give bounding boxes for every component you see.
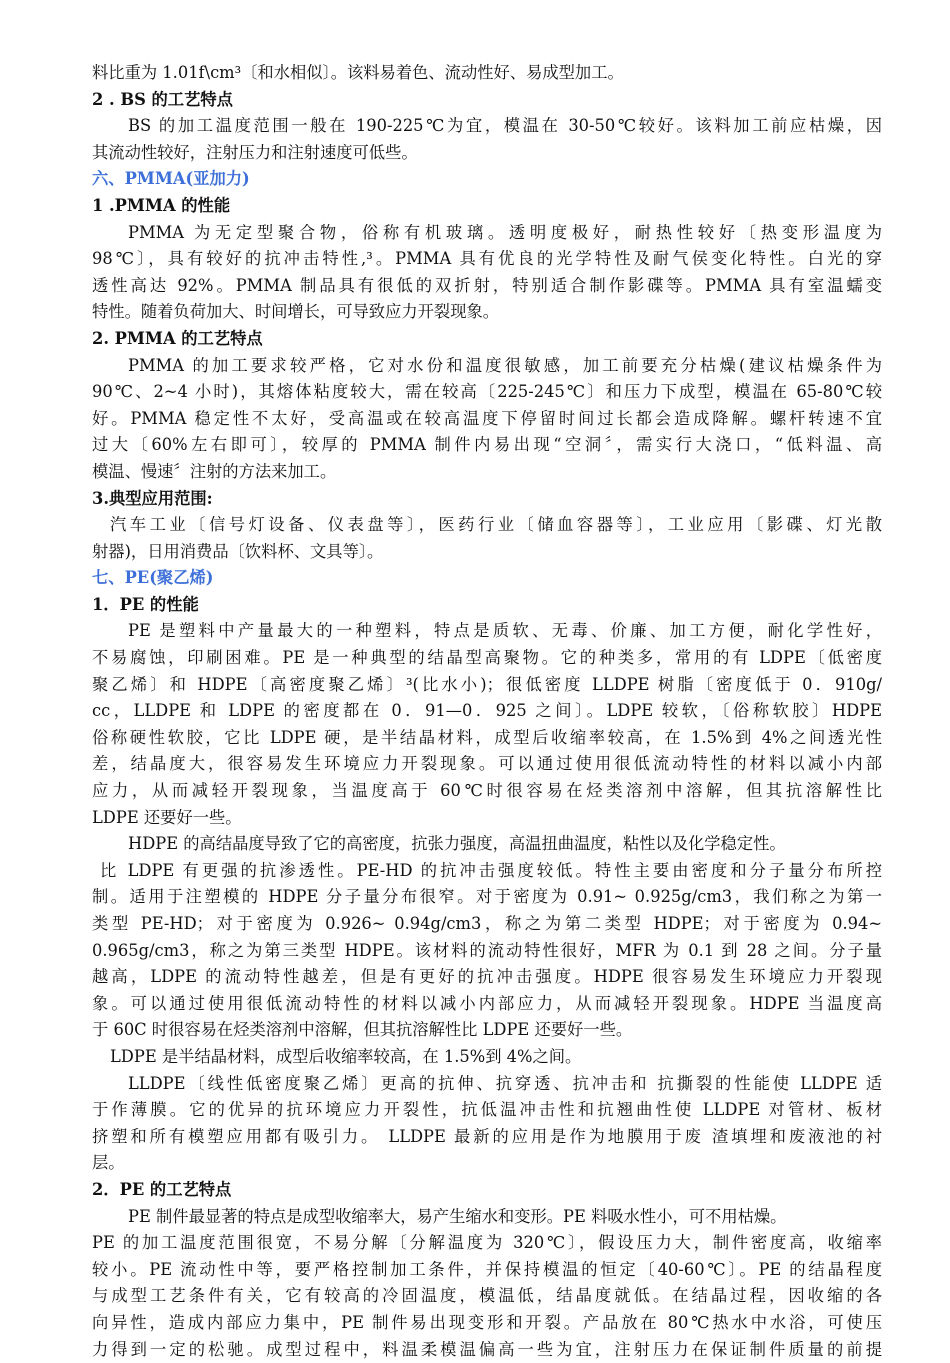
document-page (92, 60, 882, 1363)
body-text-line: 差，结晶度大，很容易发生环境应力开裂现象。可以通过使用很低流动特性的材料以减小内部 (92, 751, 882, 778)
section-heading: 七、PE(聚乙烯) (92, 565, 882, 592)
body-text-line: 好。PMMA 稳定性不太好，受高温或在较高温度下停留时间过长都会造成降解。螺杆转速不宜 (92, 406, 882, 433)
body-text-line: 越高，LDPE 的流动特性越差，但是有更好的抗冲击强度。HDPE 很容易发生环境应力开裂现 (92, 964, 882, 991)
body-text-line: PMMA 的加工要求较严格，它对水份和温度很敏感，加工前要充分枯燥(建议枯燥条件为 (92, 353, 882, 380)
subsection-heading: 2 . BS 的工艺特点 (92, 87, 882, 114)
body-text-line: 特性。随着负荷加大、时间增长，可导致应力开裂现象。 (92, 299, 882, 326)
body-text-line: HDPE 的高结晶度导致了它的高密度，抗张力强度，高温扭曲温度，粘性以及化学稳定性。 (92, 831, 882, 858)
body-text-line: 于 60C 时很容易在烃类溶剂中溶解，但其抗溶解性比 LDPE 还要好一些。 (92, 1017, 882, 1044)
body-text-line: 0.965g/cm3，称之为第三类型 HDPE。该材料的流动特性很好，MFR 为 0.1 到 28 之间。分子量 (92, 938, 882, 965)
body-text-line: 模温、慢速〞注射的方法来加工。 (92, 459, 882, 486)
body-text-line: PMMA 为无定型聚合物，俗称有机玻璃。透明度极好，耐热性较好〔热变形温度为 (92, 220, 882, 247)
body-text-line: 射器)，日用消费品〔饮料杯、文具等〕。 (92, 539, 882, 566)
subsection-heading: 2．PE 的工艺特点 (92, 1177, 882, 1204)
body-text-line: PE 制件最显著的特点是成型收缩率大，易产生缩水和变形。PE 料吸水性小，可不用枯燥。 (92, 1204, 882, 1231)
body-text-line: PE 是塑料中产量最大的一种塑料，特点是质软、无毒、价廉、加工方便，耐化学性好， (92, 618, 882, 645)
body-text-line: 应力，从而减轻开裂现象，当温度高于 60℃时很容易在烃类溶剂中溶解，但其抗溶解性比 (92, 778, 882, 805)
body-text-line: 98℃〕，具有较好的抗冲击特性,³。PMMA 具有优良的光学特性及耐气侯变化特性。白光的穿 (92, 246, 882, 273)
body-text-line: cc，LLDPE 和 LDPE 的密度都在 0．91—0．925 之间〕。LDPE 较软，〔俗称软胶〕HDPE (92, 698, 882, 725)
body-text-line: 与成型工艺条件有关，它有较高的冷固温度，模温低，结晶度就低。在结晶过程，因收缩的各 (92, 1283, 882, 1310)
body-text-line: 象。可以通过使用很低流动特性的材料以减小内部应力，从而减轻开裂现象。HDPE 当温度高 (92, 991, 882, 1018)
body-text-line: 过大〔60%左右即可〕，较厚的 PMMA 制件内易出现“空洞〞，需实行大浇口，“低料温、高 (92, 432, 882, 459)
body-text-line: LLDPE〔线性低密度聚乙烯〕更高的抗伸、抗穿透、抗冲击和 抗撕裂的性能使 LLDPE 适 (92, 1071, 882, 1098)
body-text-line: LDPE 是半结晶材料，成型后收缩率较高，在 1.5%到 4%之间。 (92, 1044, 882, 1071)
subsection-heading: 2. PMMA 的工艺特点 (92, 326, 882, 353)
body-text-line: 比 LDPE 有更强的抗渗透性。PE-HD 的抗冲击强度较低。特性主要由密度和分子量分布所控 (92, 858, 882, 885)
body-text-line: 90℃、2~4 小时)，其熔体粘度较大，需在较高〔225-245℃〕和压力下成型，模温在 65-80℃较 (92, 379, 882, 406)
body-text-line: 汽车工业〔信号灯设备、仪表盘等〕，医药行业〔储血容器等〕，工业应用〔影碟、灯光散 (92, 512, 882, 539)
body-text-line: LDPE 还要好一些。 (92, 805, 882, 832)
body-text-line: 类型 PE-HD；对于密度为 0.926~ 0.94g/cm3，称之为第二类型 HDPE；对于密度为 0.94~ (92, 911, 882, 938)
subsection-heading: 3.典型应用范围: (92, 486, 882, 513)
body-text-line: 制。适用于注塑模的 HDPE 分子量分布很窄。对于密度为 0.91~ 0.925g/cm3，我们称之为第一 (92, 884, 882, 911)
body-text-line: 聚乙烯〕和 HDPE〔高密度聚乙烯〕³(比水小)；很低密度 LLDPE 树脂〔密度低于 0．910g/ (92, 672, 882, 699)
body-text-line: 透性高达 92%。PMMA 制品具有很低的双折射，特别适合制作影碟等。PMMA 具有室温蠕变 (92, 273, 882, 300)
body-text-line: 俗称硬性软胶，它比 LDPE 硬，是半结晶材料，成型后收缩率较高，在 1.5%到 4%之间透光性 (92, 725, 882, 752)
body-text-line: PE 的加工温度范围很宽，不易分解〔分解温度为 320℃〕，假设压力大，制件密度高，收缩率 (92, 1230, 882, 1257)
body-text-line: BS 的加工温度范围一般在 190-225℃为宜，模温在 30-50℃较好。该料加工前应枯燥，因 (92, 113, 882, 140)
body-text-line: 料比重为 1.01f\cm³〔和水相似〕。该料易着色、流动性好、易成型加工。 (92, 60, 882, 87)
subsection-heading: 1．PE 的性能 (92, 592, 882, 619)
body-text-line: 于作薄膜。它的优异的抗环境应力开裂性，抗低温冲击性和抗翘曲性使 LLDPE 对管材、板材 (92, 1097, 882, 1124)
subsection-heading: 1 .PMMA 的性能 (92, 193, 882, 220)
body-text-line: 较小。PE 流动性中等，要严格控制加工条件，并保持模温的恒定〔40-60℃〕。PE 的结晶程度 (92, 1257, 882, 1284)
body-text-line: 挤塑和所有模塑应用都有吸引力。 LLDPE 最新的应用是作为地膜用于废 渣填埋和废液池的衬 (92, 1124, 882, 1151)
body-text-line: 其流动性较好，注射压力和注射速度可低些。 (92, 140, 882, 167)
body-text-line: 不易腐蚀，印刷困难。PE 是一种典型的结晶型高聚物。它的种类多，常用的有 LDPE〔低密度 (92, 645, 882, 672)
body-text-line: 力得到一定的松驰。成型过程中，料温柔模温偏高一些为宜，注射压力在保证制件质量的前提 (92, 1337, 882, 1363)
body-text-line: 向异性，造成内部应力集中，PE 制件易出现变形和开裂。产品放在 80℃热水中水浴，可使压 (92, 1310, 882, 1337)
body-text-line: 层。 (92, 1150, 882, 1177)
section-heading: 六、PMMA(亚加力) (92, 166, 882, 193)
